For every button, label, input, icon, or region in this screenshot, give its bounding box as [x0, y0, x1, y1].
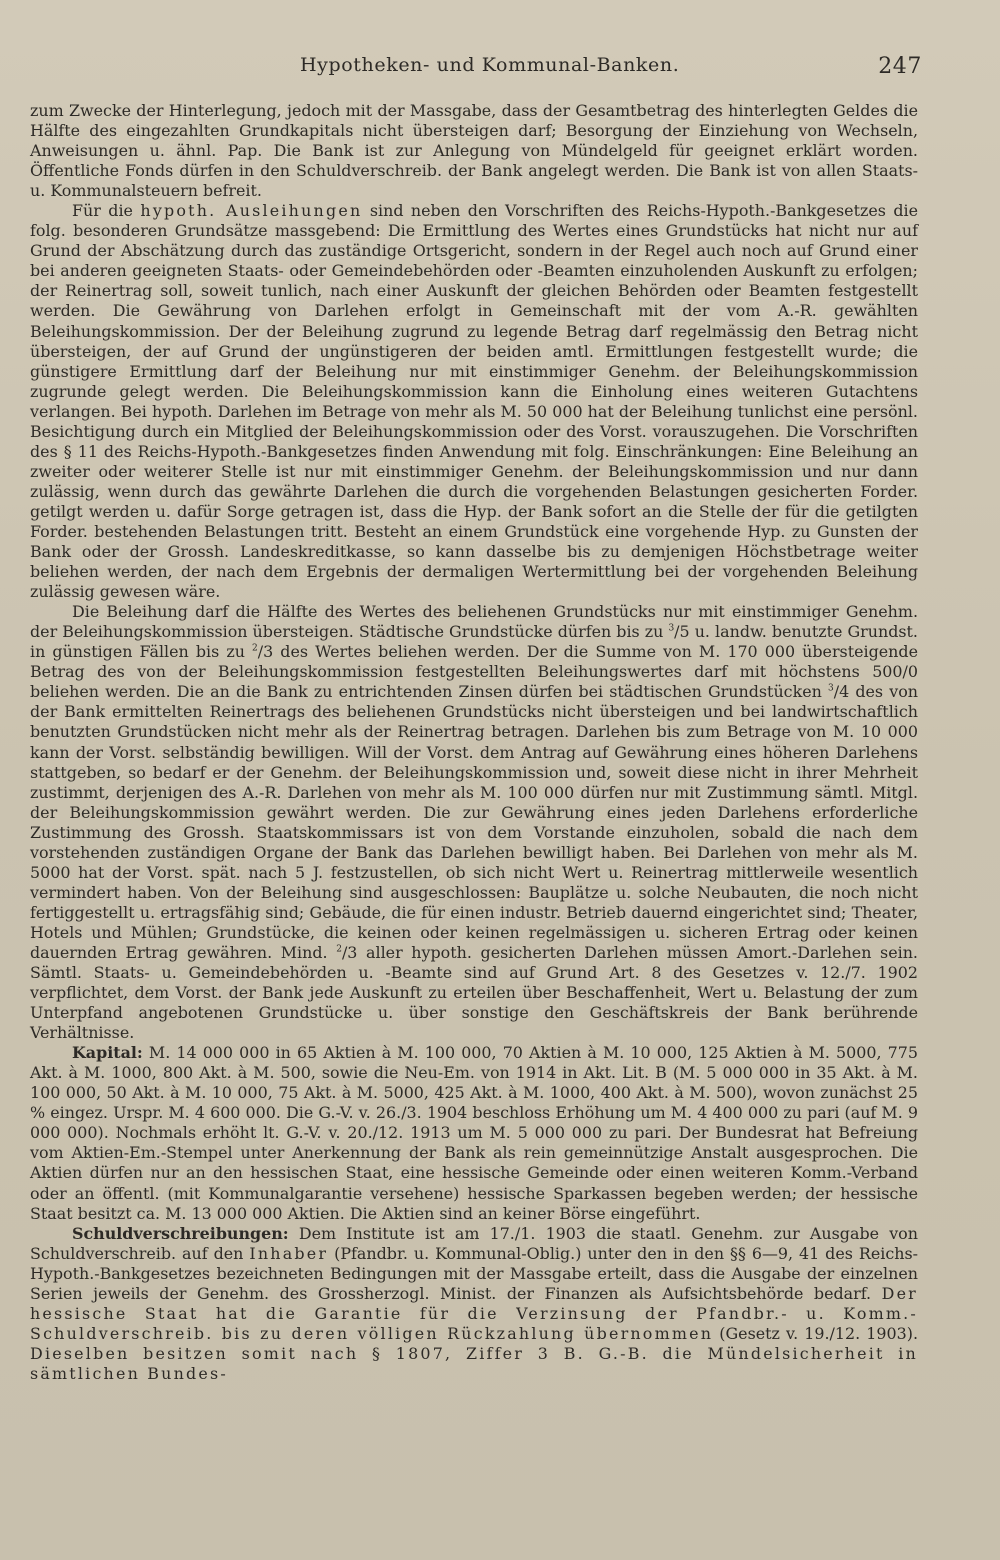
- page-header: [300, 50, 922, 82]
- running-title: Hypotheken- und Kommunal-Banken.: [300, 54, 680, 76]
- spaced-term: Dieselben besitzen somit nach § 1807, Ziffer 3 B. G.-B. die Mündelsicherheit in sämtlichen Bundes-: [30, 1343, 918, 1383]
- paragraph-text: des von der Bank ermittelten Reinertrags des beliehenen Grundstücks nicht übersteigen und bei landwirtschaftlich benutzten Grundstücken nicht mehr als der Reinertrag betragen. Darlehen bis zum Betrage von M. 10 000 kann der Vorst. selbständig bewilligen. Will der Vorst. dem Antrag auf Gewährung eines höheren Darlehens stattgeben, so bedarf er der Genehm. der Beleihungskommission und, soweit diese nicht in ihrer Mehrheit zustimmt, derjenigen des A.-R. Darlehen von mehr als M. 100 000 dürfen nur mit Zustimmung sämtl. Mitgl. der Beleihungskommission gewährt werden. Die zur Gewährung eines jeden Darlehens erforderliche Zustimmung des Grossh. Staatskommissars ist von dem Vorstande einzuholen, sobald die nach dem vorstehenden zuständigen Organe der Bank das Darlehen bewilligt haben. Bei Darlehen von mehr als M. 5000 hat der Vorst. spät. nach 5 J. festzustellen, ob sich nicht Wert u. Reinertrag mittlerweile wesentlich vermindert haben. Von der Beleihung sind ausgeschlossen: Bauplätze u. solche Neubauten, die noch nicht fertiggestellt u. ertragsfähig sind; Gebäude, die für einen industr. Betrieb dauernd eingerichtet sind; Theater, Hotels und Mühlen; Grundstücke, die keinen oder keinen regelmässigen u. sicheren Ertrag oder keinen dauernden Ertrag gewähren. Mind.: [30, 682, 919, 962]
- spaced-term: Der hessische Staat hat die Garantie für die Verzinsung der Pfandbr.- u. Komm.-Schuldverschreib. bis zu deren völligen Rückzahlung übernommen: [30, 1283, 918, 1343]
- fraction-denominator: /3: [257, 642, 274, 662]
- paragraph-deposit: [30, 101, 918, 201]
- fraction-denominator: /3: [341, 942, 358, 962]
- paragraph-capital: [30, 1043, 918, 1223]
- paragraph-text: u. landw. benutzte Grundst. in günstigen Fällen bis zu: [30, 622, 918, 662]
- percent-sign: 0/0: [892, 662, 918, 682]
- fraction-denominator: /4: [833, 682, 850, 702]
- paragraph-text: Für die: [72, 201, 133, 221]
- paragraph-text: beliehen werden. Die an die Bank zu entrichtenden Zinsen dürfen bei städtischen Grundstücken: [30, 682, 822, 702]
- paragraph-text: (Pfandbr. u. Kommunal-Oblig.) unter den in den §§ 6—9, 41 des Reichs-Hypoth.-Bankgesetzes bezeichneten Bedingungen mit der Massgabe erteilt, dass die Ausgabe der einzelnen Serien jeweils der Genehm. des Grossherzogl. Minist. der Finanzen als Aufsichtsbehörde bedarf.: [30, 1243, 918, 1303]
- body-text: [30, 101, 918, 1384]
- spaced-term: Inhaber: [249, 1243, 329, 1263]
- paragraph-bonds: [30, 1224, 918, 1384]
- fraction-numerator: 2: [252, 643, 258, 654]
- fraction-numerator: 3: [668, 623, 675, 634]
- paragraph-text: aller hypoth. gesicherten Darlehen müssen Amort.-Darlehen sein. Sämtl. Staats- u. Gemeindebehörden u. -Beamte sind auf Grund Art. 8 des Gesetzes v. 12./7. 1902 verpflichtet, dem Vorst. der Bank jede Auskunft zu erteilen über Beschaffenheit, Wert u. Belastung der zum Unterpfand angebotenen Grundstücke u. über sonstige den Geschäftskreis der Bank berührende Verhältnisse.: [30, 942, 918, 1043]
- page-number: 247: [878, 54, 922, 79]
- paragraph-lending-limits: [30, 602, 918, 1043]
- section-label-schuldverschreibungen: Schuldverschreibungen:: [72, 1223, 289, 1243]
- paragraph-text: M. 14 000 000 in 65 Aktien à M. 100 000, 70 Aktien à M. 10 000, 125 Aktien à M. 5000, 775 Akt. à M. 1000, 800 Akt. à M. 500, sowie die Neu-Em. von 1914 in Akt. Lit. B (M. 5 000 000 in 35 Akt. à M. 100 000, 50 Akt. à M. 10 000, 75 Akt. à M. 5000, 425 Akt. à M. 1000, 400 Akt. à M. 500), wovon zunächst 25 % eingez. Urspr. M. 4 600 000. Die G.-V. v. 26./3. 1904 beschloss Erhöhung um M. 4 400 000 zu pari (auf M. 9 000 000). Nochmals erhöht lt. G.-V. v. 20./12. 1913 um M. 5 000 000 zu pari. Der Bundesrat hat Befreiung vom Aktien-Em.-Stempel unter Anerkennung der Bank als rein gemeinnützige Anstalt ausgesprochen. Die Aktien dürfen nur an den hessischen Staat, eine hessische Gemeinde oder einen weiteren Komm.-Verband oder an öffentl. (mit Kommunalgarantie versehene) hessische Sparkassen begeben werden; der hessische Staat besitzt ca. M. 13 000 000 Aktien. Die Aktien sind an keiner Börse eingeführt.: [30, 1043, 918, 1223]
- fraction-denominator: /5: [674, 622, 690, 642]
- fraction-numerator: 3: [828, 684, 834, 695]
- paragraph-text: Dem Institute ist am 17./1. 1903 die staatl. Genehm. zur Ausgabe von Schuldverschreib. auf den: [30, 1223, 918, 1263]
- paragraph-text: zum Zwecke der Hinterlegung, jedoch mit der Massgabe, dass der Gesamtbetrag des hinterlegten Geldes die Hälfte des eingezahlten Grundkapitals nicht übersteigen darf; Besorgung der Einziehung von Wechseln, Anweisungen u. ähnl. Pap. Die Bank ist zur Anlegung von Mündelgeld für geeignet erklärt worden. Öffentliche Fonds dürfen in den Schuldverschreib. der Bank angelegt werden. Die Bank ist von allen Staats- u. Kommunalsteuern befreit.: [30, 101, 918, 201]
- section-label-kapital: Kapital:: [72, 1043, 143, 1063]
- paragraph-text: sind neben den Vorschriften des Reichs-Hypoth.-Bankgesetzes die folg. besonderen Grundsätze massgebend: Die Ermittlung des Wertes eines Grundstücks hat nicht nur auf Grund der Abschätzung durch das zuständige Ortsgericht, sondern in der Regel auch noch auf Grund einer bei anderen geeigneten Staats- oder Gemeindebehörden oder -Beamten einzuholenden Auskunft zu erfolgen; der Reinertrag soll, soweit tunlich, nach einer Auskunft der gleichen Behörden oder Beamten festgestellt werden. Die Gewährung von Darlehen erfolgt in Gemeinschaft mit der vom A.-R. gewählten Beleihungskommission. Der der Beleihung zugrund zu legende Betrag darf regelmässig den Betrag nicht übersteigen, der auf Grund der ungünstigeren der beiden amtl. Ermittlungen festgestellt wurde; die günstigere Ermittlung darf der Beleihung nur mit einstimmiger Genehm. der Beleihungskommission zugrunde gelegt werden. Die Beleihungskommission kann die Einholung eines weiteren Gutachtens verlangen. Bei hypoth. Darlehen im Betrage von mehr als M. 50 000 hat der Beleihung tunlichst eine persönl. Besichtigung durch ein Mitglied der Beleihungskommission oder des Vorst. vorauszugehen. Die Vorschriften des § 11 des Reichs-Hypoth.-Bankgesetzes finden Anwendung mit folg. Einschränkungen: Eine Beleihung an zweiter oder weiterer Stelle ist nur mit einstimmiger Genehm. der Beleihungskommission und nur dann zulässig, wenn durch das gewährte Darlehen die durch die vorgehenden Belastungen gesicherten Forder. getilgt werden u. dafür Sorge getragen ist, dass die Hyp. der Bank sofort an die Stelle der für die getilgten Forder. bestehenden Belastungen tritt. Besteht an einem Grundstück eine vorgehende Hyp. zu Gunsten der Bank oder der Grossh. Landeskreditkasse, so kann dasselbe bis zu demjenigen Höchstbetrage weiter beliehen werden, der nach dem Ergebnis der dermaligen Wertermittlung bei der vorgehenden Beleihung zulässig gewesen wäre.: [30, 201, 918, 602]
- spaced-term: hypoth. Ausleihungen: [140, 201, 363, 221]
- fraction-numerator: 2: [336, 944, 342, 955]
- paragraph-text: Die Beleihung darf die Hälfte des Wertes des beliehenen Grundstücks nur mit einstimmiger Genehm. der Beleihungskommission übersteigen. Städtische Grundstücke dürfen bis zu: [30, 602, 918, 642]
- paragraph-text: (Gesetz v. 19./12. 1903).: [719, 1323, 918, 1343]
- paragraph-text: des Wertes beliehen werden. Der die Summe von M. 170 000 übersteigende Betrag des von der Beleihungskommission festgestellten Beleihungswertes darf mit höchstens 50: [30, 642, 918, 682]
- paragraph-mortgage-loans: [30, 201, 918, 602]
